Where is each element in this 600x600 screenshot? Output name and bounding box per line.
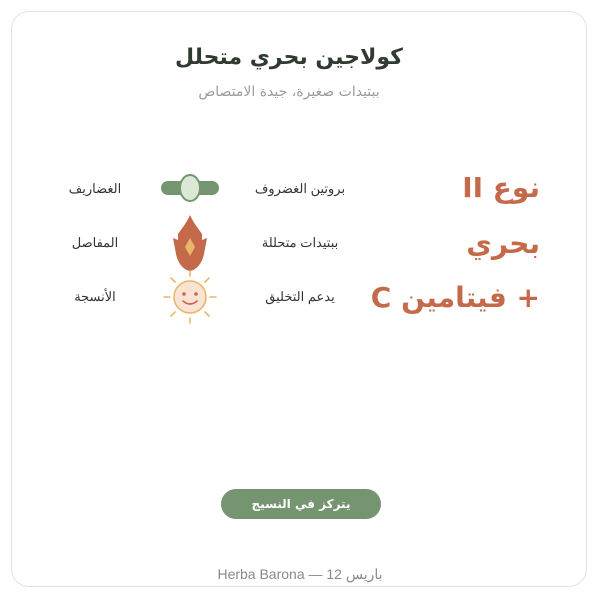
feature-1-side-label: الغضاريف xyxy=(68,181,122,196)
type-label: نوع II xyxy=(462,171,540,204)
feature-1-label: بروتين الغضروف xyxy=(254,181,346,196)
feature-3-label: يدعم التخليق xyxy=(265,289,335,304)
feature-3-side-label: الأنسجة xyxy=(74,289,116,304)
flame-icon xyxy=(172,214,208,276)
sun-icon xyxy=(162,270,218,328)
vitamin-label: + فيتامين C xyxy=(370,281,540,314)
page-title: كولاجين بحري متحلل xyxy=(175,45,403,70)
capsule-icon xyxy=(160,174,220,206)
page-subtitle: ببتيدات صغيرة، جيدة الامتصاص xyxy=(198,84,380,100)
source-label: بحري xyxy=(466,227,540,260)
feature-2-label: ببتيدات متحللة xyxy=(261,235,339,250)
cartilage-focus-button[interactable]: يتركز في النسيج الغضروفي xyxy=(221,489,381,519)
feature-2-side-label: المفاصل xyxy=(71,235,119,250)
footer-brand: Herba Barona — 12 باريس xyxy=(217,566,383,582)
